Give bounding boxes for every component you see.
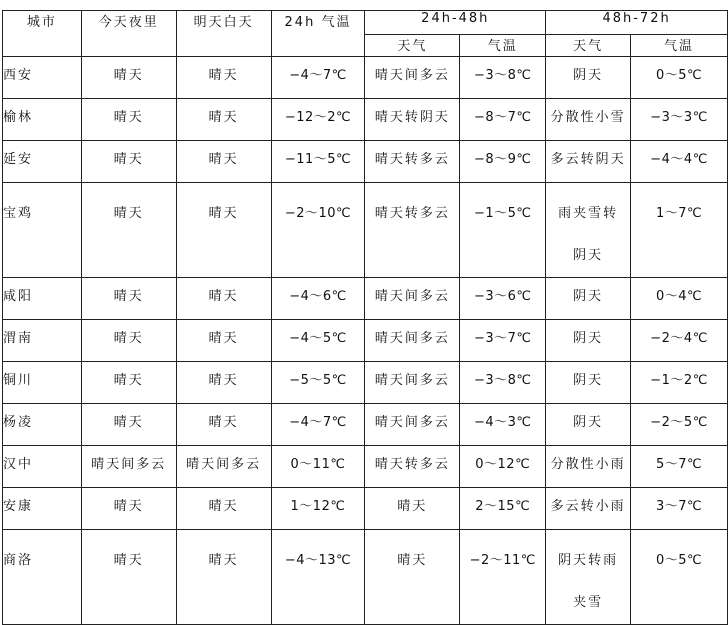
tonight-weather-cell-text: 晴天 bbox=[113, 415, 144, 430]
temp-24h-cell-text: −4～13℃ bbox=[284, 553, 352, 568]
tonight-weather-cell-text: 晴天 bbox=[113, 331, 144, 346]
tonight-weather-cell bbox=[81, 320, 176, 362]
temp-72h-cell bbox=[631, 362, 728, 404]
city-cell-text: 延安 bbox=[3, 152, 34, 167]
temp-24h-cell-text: −2～10℃ bbox=[284, 206, 352, 221]
city-cell-text: 铜川 bbox=[3, 373, 34, 388]
tonight-weather-cell bbox=[81, 488, 176, 530]
weather-48h-cell bbox=[365, 362, 460, 404]
tomorrow-weather-cell bbox=[176, 183, 271, 278]
table-row bbox=[3, 183, 728, 278]
weather-48h-cell bbox=[365, 446, 460, 488]
tomorrow-weather-cell-text: 晴天 bbox=[208, 553, 239, 568]
tonight-weather-cell-text: 晴天 bbox=[113, 152, 144, 167]
temp-24h-cell-text: −4～5℃ bbox=[289, 331, 347, 346]
weather-72h-cell-text: 多云转小雨 bbox=[550, 499, 626, 514]
city-cell bbox=[3, 362, 82, 404]
tonight-weather-cell-text: 晴天 bbox=[113, 110, 144, 125]
tonight-weather-cell-text: 晴天 bbox=[113, 206, 144, 221]
temp-72h-cell-text: 0～4℃ bbox=[655, 289, 703, 304]
tonight-weather-cell-text: 晴天 bbox=[113, 553, 144, 568]
weather-48h-cell-text: 晴天转多云 bbox=[374, 457, 450, 472]
weather-48h-cell-text: 晴天 bbox=[397, 499, 428, 514]
weather-48h-cell bbox=[365, 404, 460, 446]
temp-24h-cell bbox=[271, 141, 365, 183]
city-cell bbox=[3, 99, 82, 141]
temp-72h-cell-text: 0～5℃ bbox=[655, 553, 703, 568]
tomorrow-weather-cell-text: 晴天 bbox=[208, 68, 239, 83]
temp-48h-cell bbox=[460, 278, 546, 320]
tomorrow-weather-cell-text: 晴天 bbox=[208, 331, 239, 346]
temp-48h-cell bbox=[460, 362, 546, 404]
weather-48h-cell-text: 晴天间多云 bbox=[374, 373, 450, 388]
temp-24h-cell bbox=[271, 404, 365, 446]
city-cell-text: 安康 bbox=[3, 499, 34, 514]
weather-48h-cell bbox=[365, 488, 460, 530]
temp-24h-cell bbox=[271, 362, 365, 404]
temp-72h-cell bbox=[631, 99, 728, 141]
temp-24h-cell bbox=[271, 530, 365, 625]
temp-24h-cell bbox=[271, 446, 365, 488]
temp-48h-cell-text: 0～12℃ bbox=[475, 457, 531, 472]
temp-24h-cell-text: −4～7℃ bbox=[289, 68, 347, 83]
city-cell bbox=[3, 183, 82, 278]
weather-72h-cell-text: 阴天 bbox=[573, 373, 604, 388]
header-city: 城市 bbox=[3, 11, 82, 57]
weather-72h-cell-text: 雨夹雪转阴天 bbox=[558, 206, 619, 263]
tonight-weather-cell bbox=[81, 362, 176, 404]
weather-48h-cell-text: 晴天 bbox=[397, 553, 428, 568]
temp-48h-cell bbox=[460, 530, 546, 625]
subheader-weather-48: 天气 bbox=[365, 35, 460, 57]
temp-48h-cell-text: −8～9℃ bbox=[473, 152, 532, 167]
city-cell-text: 汉中 bbox=[3, 457, 34, 472]
weather-48h-cell-text: 晴天转多云 bbox=[374, 206, 450, 221]
temp-72h-cell bbox=[631, 404, 728, 446]
header-temp-24h: 24h 气温 bbox=[271, 11, 365, 57]
temp-48h-cell-text: −3～7℃ bbox=[473, 331, 532, 346]
temp-48h-cell-text: 2～15℃ bbox=[475, 499, 531, 514]
subheader-temp-72: 气温 bbox=[631, 35, 728, 57]
temp-48h-cell-text: −3～6℃ bbox=[473, 289, 532, 304]
city-cell bbox=[3, 141, 82, 183]
weather-48h-cell bbox=[365, 183, 460, 278]
city-cell bbox=[3, 446, 82, 488]
weather-72h-cell-text: 分散性小雨 bbox=[550, 457, 626, 472]
tomorrow-weather-cell bbox=[176, 99, 271, 141]
weather-72h-cell bbox=[546, 446, 631, 488]
city-cell-text: 杨凌 bbox=[3, 415, 34, 430]
temp-24h-cell bbox=[271, 183, 365, 278]
tonight-weather-cell-text: 晴天 bbox=[113, 68, 144, 83]
temp-48h-cell-text: −3～8℃ bbox=[473, 68, 532, 83]
temp-72h-cell bbox=[631, 57, 728, 99]
header-tonight: 今天夜里 bbox=[81, 11, 176, 57]
tonight-weather-cell bbox=[81, 278, 176, 320]
tomorrow-weather-cell bbox=[176, 530, 271, 625]
temp-48h-cell-text: −3～8℃ bbox=[473, 373, 532, 388]
temp-48h-cell-text: −1～5℃ bbox=[473, 206, 532, 221]
city-cell-text: 商洛 bbox=[3, 553, 34, 568]
tonight-weather-cell bbox=[81, 446, 176, 488]
city-cell bbox=[3, 404, 82, 446]
temp-24h-cell-text: 1～12℃ bbox=[290, 499, 346, 514]
weather-72h-cell bbox=[546, 320, 631, 362]
temp-72h-cell bbox=[631, 141, 728, 183]
temp-72h-cell bbox=[631, 446, 728, 488]
weather-72h-cell-text: 阴天 bbox=[573, 68, 604, 83]
tomorrow-weather-cell-text: 晴天 bbox=[208, 110, 239, 125]
temp-48h-cell bbox=[460, 320, 546, 362]
weather-72h-cell-text: 阴天 bbox=[573, 415, 604, 430]
tonight-weather-cell bbox=[81, 530, 176, 625]
weather-48h-cell bbox=[365, 141, 460, 183]
temp-48h-cell-text: −2～11℃ bbox=[469, 553, 536, 568]
tomorrow-weather-cell bbox=[176, 57, 271, 99]
temp-48h-cell bbox=[460, 141, 546, 183]
temp-48h-cell bbox=[460, 446, 546, 488]
weather-72h-cell bbox=[546, 99, 631, 141]
temp-48h-cell bbox=[460, 57, 546, 99]
temp-72h-cell-text: −2～5℃ bbox=[650, 415, 708, 430]
tomorrow-weather-cell bbox=[176, 141, 271, 183]
weather-48h-cell-text: 晴天间多云 bbox=[374, 415, 450, 430]
tomorrow-weather-cell-text: 晴天 bbox=[208, 289, 239, 304]
temp-24h-cell bbox=[271, 488, 365, 530]
city-cell-text: 渭南 bbox=[3, 331, 34, 346]
tonight-weather-cell bbox=[81, 404, 176, 446]
weather-72h-cell bbox=[546, 183, 631, 278]
header-tomorrow-day: 明天白天 bbox=[176, 11, 271, 57]
subheader-weather-72: 天气 bbox=[546, 35, 631, 57]
table-row bbox=[3, 488, 728, 530]
city-cell bbox=[3, 278, 82, 320]
temp-72h-cell bbox=[631, 278, 728, 320]
weather-48h-cell bbox=[365, 320, 460, 362]
tomorrow-weather-cell-text: 晴天 bbox=[208, 152, 239, 167]
tomorrow-weather-cell bbox=[176, 362, 271, 404]
city-cell-text: 榆林 bbox=[3, 110, 34, 125]
tonight-weather-cell bbox=[81, 57, 176, 99]
weather-72h-cell bbox=[546, 530, 631, 625]
weather-48h-cell bbox=[365, 99, 460, 141]
temp-72h-cell-text: 3～7℃ bbox=[655, 499, 703, 514]
table-row bbox=[3, 446, 728, 488]
temp-24h-cell-text: −4～7℃ bbox=[289, 415, 347, 430]
weather-72h-cell bbox=[546, 404, 631, 446]
tomorrow-weather-cell-text: 晴天 bbox=[208, 415, 239, 430]
tonight-weather-cell bbox=[81, 183, 176, 278]
tomorrow-weather-cell-text: 晴天 bbox=[208, 206, 239, 221]
tomorrow-weather-cell bbox=[176, 278, 271, 320]
weather-48h-cell-text: 晴天间多云 bbox=[374, 289, 450, 304]
temp-24h-cell-text: 0～11℃ bbox=[290, 457, 346, 472]
tonight-weather-cell-text: 晴天 bbox=[113, 373, 144, 388]
header-range-24-48: 24h-48h bbox=[365, 11, 546, 35]
temp-48h-cell bbox=[460, 488, 546, 530]
tonight-weather-cell-text: 晴天间多云 bbox=[91, 457, 167, 472]
table-row bbox=[3, 57, 728, 99]
temp-24h-cell-text: −11～5℃ bbox=[284, 152, 352, 167]
temp-48h-cell bbox=[460, 404, 546, 446]
weather-48h-cell-text: 晴天转阴天 bbox=[374, 110, 450, 125]
city-cell-text: 咸阳 bbox=[3, 289, 34, 304]
weather-72h-cell bbox=[546, 362, 631, 404]
header-range-48-72: 48h-72h bbox=[546, 11, 728, 35]
weather-72h-cell bbox=[546, 141, 631, 183]
weather-48h-cell bbox=[365, 530, 460, 625]
temp-72h-cell-text: 5～7℃ bbox=[655, 457, 703, 472]
weather-48h-cell-text: 晴天转多云 bbox=[374, 152, 450, 167]
table-row bbox=[3, 278, 728, 320]
temp-72h-cell bbox=[631, 320, 728, 362]
table-row bbox=[3, 141, 728, 183]
temp-72h-cell-text: −1～2℃ bbox=[650, 373, 708, 388]
tomorrow-weather-cell-text: 晴天 bbox=[208, 373, 239, 388]
temp-72h-cell-text: −3～3℃ bbox=[650, 110, 708, 125]
temp-48h-cell bbox=[460, 99, 546, 141]
tomorrow-weather-cell bbox=[176, 404, 271, 446]
weather-72h-cell-text: 分散性小雪 bbox=[550, 110, 626, 125]
temp-72h-cell-text: 0～5℃ bbox=[655, 68, 703, 83]
tonight-weather-cell-text: 晴天 bbox=[113, 289, 144, 304]
forecast-table bbox=[2, 10, 728, 625]
temp-24h-cell bbox=[271, 57, 365, 99]
city-cell bbox=[3, 488, 82, 530]
weather-72h-cell bbox=[546, 488, 631, 530]
city-cell bbox=[3, 57, 82, 99]
temp-24h-cell bbox=[271, 320, 365, 362]
temp-48h-cell-text: −4～3℃ bbox=[473, 415, 532, 430]
tomorrow-weather-cell bbox=[176, 320, 271, 362]
weather-48h-cell bbox=[365, 57, 460, 99]
temp-24h-cell-text: −4～6℃ bbox=[289, 289, 347, 304]
temp-24h-cell-text: −12～2℃ bbox=[284, 110, 352, 125]
tomorrow-weather-cell-text: 晴天 bbox=[208, 499, 239, 514]
temp-72h-cell bbox=[631, 488, 728, 530]
tonight-weather-cell-text: 晴天 bbox=[113, 499, 144, 514]
tonight-weather-cell bbox=[81, 99, 176, 141]
city-cell bbox=[3, 530, 82, 625]
temp-72h-cell-text: 1～7℃ bbox=[655, 206, 703, 221]
city-cell bbox=[3, 320, 82, 362]
temp-72h-cell bbox=[631, 183, 728, 278]
temp-24h-cell bbox=[271, 99, 365, 141]
city-cell-text: 宝鸡 bbox=[3, 206, 34, 221]
table-row bbox=[3, 404, 728, 446]
weather-72h-cell-text: 阴天转雨夹雪 bbox=[558, 553, 619, 610]
temp-24h-cell bbox=[271, 278, 365, 320]
tonight-weather-cell bbox=[81, 141, 176, 183]
weather-72h-cell bbox=[546, 57, 631, 99]
temp-72h-cell bbox=[631, 530, 728, 625]
temp-72h-cell-text: −4～4℃ bbox=[650, 152, 708, 167]
weather-48h-cell bbox=[365, 278, 460, 320]
table-row bbox=[3, 99, 728, 141]
subheader-temp-48: 气温 bbox=[460, 35, 546, 57]
tomorrow-weather-cell bbox=[176, 446, 271, 488]
temp-48h-cell bbox=[460, 183, 546, 278]
table-row bbox=[3, 362, 728, 404]
table-row bbox=[3, 320, 728, 362]
weather-72h-cell-text: 阴天 bbox=[573, 331, 604, 346]
temp-48h-cell-text: −8～7℃ bbox=[473, 110, 532, 125]
weather-72h-cell-text: 阴天 bbox=[573, 289, 604, 304]
temp-72h-cell-text: −2～4℃ bbox=[650, 331, 708, 346]
temp-24h-cell-text: −5～5℃ bbox=[289, 373, 347, 388]
weather-72h-cell-text: 多云转阴天 bbox=[550, 152, 626, 167]
weather-48h-cell-text: 晴天间多云 bbox=[374, 68, 450, 83]
weather-72h-cell bbox=[546, 278, 631, 320]
tomorrow-weather-cell bbox=[176, 488, 271, 530]
weather-48h-cell-text: 晴天间多云 bbox=[374, 331, 450, 346]
header-row bbox=[3, 11, 728, 35]
table-row bbox=[3, 530, 728, 625]
tomorrow-weather-cell-text: 晴天间多云 bbox=[186, 457, 262, 472]
city-cell-text: 西安 bbox=[3, 68, 34, 83]
